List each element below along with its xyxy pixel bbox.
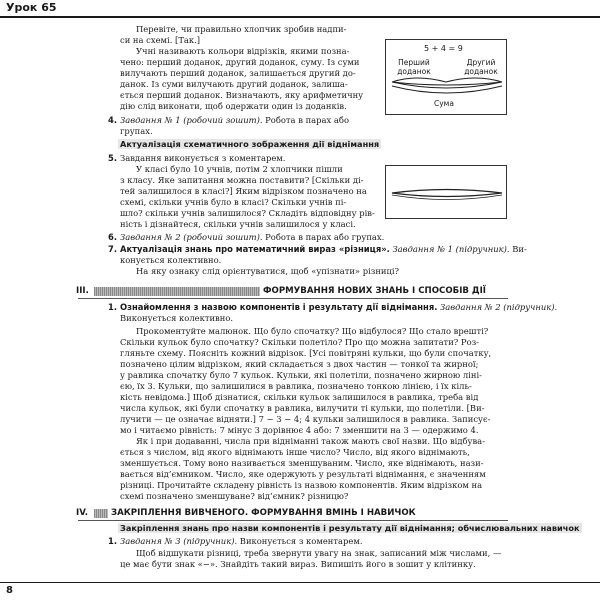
- intro-line: ється перший доданок. Визначають, яку арифметичну: [120, 90, 364, 100]
- body-line: вається від’ємником. Число, яке одержують у результаті віднімання, є значенням: [120, 469, 486, 479]
- section-number: IV.: [76, 508, 89, 518]
- item7-question: На яку ознаку слід орієнтуватися, щоб «упізнати» різниці?: [136, 266, 400, 276]
- task-reference: Завдання № 1 (підручник).: [389, 244, 510, 254]
- item-number: 7.: [108, 244, 118, 254]
- page-header: [0, 0, 600, 18]
- first-addend-arc: [392, 78, 446, 82]
- subsection-heading: Актуалізація схематичного зображення дії віднімання: [120, 139, 380, 149]
- section-heading: [78, 508, 508, 519]
- body-line: різниці. Прочитайте складену рівність із назвою компонентів. Яким відрізком на: [120, 480, 483, 490]
- page-number: 8: [6, 585, 13, 596]
- item6-line: Завдання № 2 (робочий зошит). Робота в парах або групах.: [120, 232, 385, 242]
- body-line: зменшується. Тому воно називається зменшуваним. Число, яке віднімають, нази-: [120, 458, 484, 468]
- equation-label: 5 + 4 = 9: [424, 44, 463, 53]
- section-rule: [78, 298, 508, 299]
- segment-shape: [392, 82, 502, 88]
- intro-line: Перевіте, чи правильно хлопчик зробив надпи-: [136, 24, 347, 34]
- difference-diagram: [385, 165, 507, 219]
- section-bar: [94, 509, 108, 518]
- body-line: кість невідома.] Щоб дізнатися, скільки кульок залишилося в равлика, треба від: [120, 392, 479, 402]
- section-title: ФОРМУВАННЯ НОВИХ ЗНАНЬ І СПОСОБІВ ДІЇ: [260, 286, 489, 297]
- body-line: лучити — це означає відняти.] 7 − 3 − 4; 4 кульки залишилося в равлика. Записує-: [120, 414, 491, 424]
- item5-line: У класі було 10 учнів, потім 2 хлопчики пішли: [136, 164, 343, 174]
- body-line: числа кульок, які були спочатку в равлика, вилучити ті кульки, що полетіли. [Ви-: [120, 403, 485, 413]
- item5-line: шло? скільки учнів залишилося? Складіть відповідну рів-: [120, 208, 375, 218]
- task-reference: Завдання № 2 (підручник).: [437, 302, 558, 312]
- intro-line: данок. Із суми вилучають другий доданок, залиша-: [120, 79, 348, 89]
- lesson-title: Урок 65: [6, 1, 57, 14]
- item4-line2: групах.: [120, 126, 153, 136]
- first-addend-label: Перший доданок: [397, 58, 431, 76]
- item1a-line2: Виконується колективно.: [120, 313, 234, 323]
- body-line: ється з числом, від якого віднімають інше число? Число, від якого віднімають,: [120, 447, 470, 457]
- sum-diagram: [385, 39, 507, 115]
- item4-line: Завдання № 1 (робочий зошит). Робота в парах або: [120, 115, 349, 125]
- section-title: ЗАКРІПЛЕННЯ ВИВЧЕНОГО. ФОРМУВАННЯ ВМІНЬ І НАВИЧОК: [108, 508, 419, 519]
- task-reference: Завдання № 3 (підручник).: [120, 536, 238, 546]
- sum-label: Сума: [434, 99, 454, 108]
- item-number: 5.: [108, 153, 118, 163]
- body-line: схемі позначено зменшуване? від’ємник? різницю?: [120, 491, 349, 501]
- section-heading: [78, 286, 508, 297]
- section-bar: [94, 287, 274, 296]
- body-line: Як і при додаванні, числа при відніманні також мають свої назви. Що відбува-: [136, 436, 486, 446]
- item1b-line: Завдання № 3 (підручник). Виконується з коментарем.: [120, 536, 363, 546]
- body-line: мо і читаємо рівність: 7 мінус 3 дорівнює 4 або: 7 зменшити на 3 — одержимо 4.: [120, 425, 479, 435]
- body-line: це має бути знак «−». Знайдіть такий вираз. Випишіть його в зошит у клітинку.: [120, 559, 476, 569]
- segment-shape: [392, 190, 502, 197]
- body-line: Скільки кульок було спочатку? Скільки полетіло? Про що можна запитати? Роз-: [120, 337, 480, 347]
- item5-line: ність і дізнайтеся, скільки учнів залишилося у класі.: [120, 219, 356, 229]
- second-addend-arc: [446, 78, 502, 82]
- item-number: 4.: [108, 115, 118, 125]
- intro-line: вилучають перший доданок, залишається другий до-: [120, 68, 356, 78]
- item1a-line: Ознайомлення з назвою компонентів і результату дії віднімання. Завдання № 2 (підручник).: [120, 302, 558, 312]
- body-line: єю, їх 3. Кульки, що залишилися в равлика, позначено тонкою лінією, і їх кіль-: [120, 381, 472, 391]
- section-number: III.: [76, 286, 89, 296]
- section-rule: [78, 520, 508, 521]
- intro-line: си на схемі. [Так.]: [120, 35, 201, 45]
- body-line: позначено цілим відрізком, який складається з двох частин — тонкої та жирної;: [120, 359, 479, 369]
- item7-line: Актуалізація знань про математичний вираз «різниця». Завдання № 1 (підручник). Ви-: [120, 244, 527, 254]
- item-number: 1.: [108, 536, 118, 546]
- item5-line: схемі, скільки учнів було в класі? Скільки учнів пі-: [120, 197, 347, 207]
- body-line: Щоб відшукати різниці, треба звернути увагу на знак, записаний між числами, —: [136, 548, 502, 558]
- empty-segment: [386, 166, 508, 220]
- item-number: 1.: [108, 302, 118, 312]
- second-addend-label: Другий доданок: [464, 58, 498, 76]
- item-number: 6.: [108, 232, 118, 242]
- intro-line: дію слід виконати, щоб одержати один із доданків.: [120, 101, 347, 111]
- body-line: гляньте схему. Поясніть кожний відрізок. [Усі повітряні кульки, що були спочатку,: [120, 348, 492, 358]
- item7-line2: конується колективно.: [120, 255, 222, 265]
- footer-rule: [0, 582, 600, 583]
- body-line: Прокоментуйте малюнок. Що було спочатку? Що відбулося? Що стало врешті?: [136, 326, 489, 336]
- subsection-heading: Закріплення знань про назви компонентів і результату дії віднімання; обчислювальних навичок: [120, 523, 580, 533]
- body-line: у равлика спочатку було 7 кульок. Кульки, які полетіли, позначено жирною ліні-: [120, 370, 482, 380]
- intro-line: Учні називають кольори відрізків, якими позна-: [136, 46, 350, 56]
- item5-line: з класу. Яке запитання можна поставити? [Скільки ді-: [120, 175, 364, 185]
- task-reference: Завдання № 1 (робочий зошит).: [120, 115, 263, 125]
- item5-intro: Завдання виконується з коментарем.: [120, 153, 286, 163]
- intro-line: чено: перший доданок, другий доданок, суму. Із суми: [120, 57, 360, 67]
- task-reference: Завдання № 2 (робочий зошит).: [120, 232, 263, 242]
- item5-line: тей залишилося в класі?] Яким відрізком позначено на: [120, 186, 367, 196]
